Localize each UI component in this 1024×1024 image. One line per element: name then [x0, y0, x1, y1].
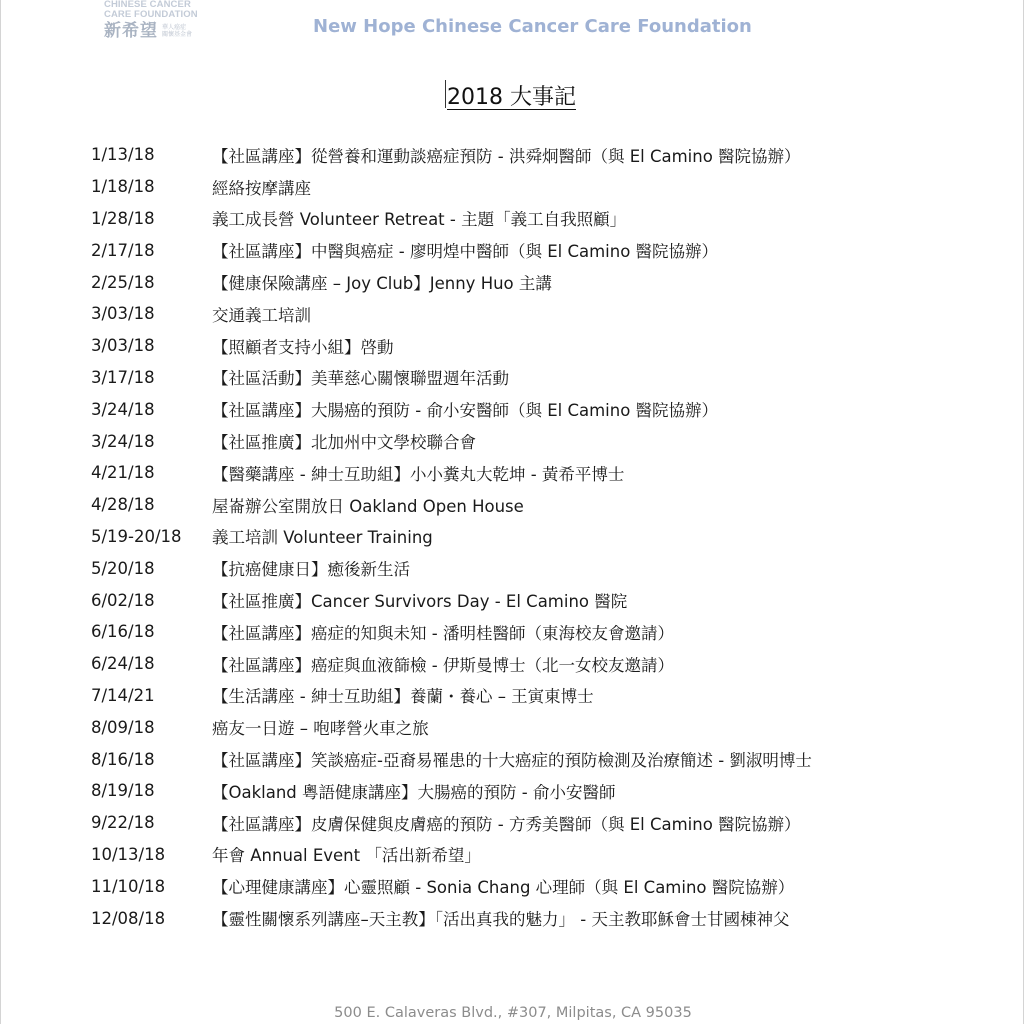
event-date: 6/16/18 — [91, 622, 155, 642]
logo-chinese-row — [104, 22, 224, 40]
logo-english-line-2: CARE FOUNDATION — [104, 8, 198, 20]
event-date: 12/08/18 — [91, 908, 166, 928]
event-date: 1/18/18 — [91, 177, 155, 197]
event-row — [91, 425, 1001, 457]
event-date: 6/02/18 — [91, 590, 155, 610]
logo-english-line-1: CHINESE CANCER — [104, 0, 191, 10]
event-description: 【醫藥講座 - 紳士互助組】小小糞丸大乾坤 - 黃希平博士 — [212, 464, 625, 484]
event-description: 義工培訓 Volunteer Training — [212, 528, 433, 548]
foundation-logo — [104, 0, 224, 48]
event-description: 年會 Annual Event 「活出新希望」 — [212, 846, 481, 866]
event-row — [91, 616, 1001, 648]
logo-chinese-subtitle-line-2: 關懷基金會 — [162, 31, 193, 38]
event-date: 1/28/18 — [91, 208, 155, 228]
text-cursor — [445, 80, 446, 108]
event-row — [91, 584, 1001, 616]
event-description: 【社區推廣】Cancer Survivors Day - El Camino 醫院 — [212, 592, 628, 612]
event-row — [91, 521, 1001, 553]
event-row — [91, 139, 1001, 171]
event-date: 4/28/18 — [91, 495, 155, 515]
event-date: 3/03/18 — [91, 304, 155, 324]
event-date: 10/13/18 — [91, 844, 166, 864]
event-description: 【健康保險講座 – Joy Club】Jenny Huo 主講 — [212, 274, 552, 294]
event-description: 經絡按摩講座 — [212, 178, 311, 198]
event-description: 【Oakland 粵語健康講座】大腸癌的預防 - 俞小安醫師 — [212, 782, 616, 802]
event-date: 3/24/18 — [91, 399, 155, 419]
event-description: 【社區講座】大腸癌的預防 - 俞小安醫師（與 El Camino 醫院協辦） — [212, 401, 719, 421]
event-description: 【心理健康講座】心靈照顧 - Sonia Chang 心理師（與 El Camino 醫院協辦） — [212, 878, 795, 898]
event-description: 【社區活動】美華慈心關懷聯盟週年活動 — [212, 369, 509, 389]
event-description: 【社區講座】皮膚保健與皮膚癌的預防 - 方秀美醫師（與 El Camino 醫院協辦） — [212, 814, 801, 834]
event-description: 【靈性關懷系列講座–天主教】「活出真我的魅力」 - 天主教耶穌會士甘國棟神父 — [212, 910, 790, 930]
event-description: 癌友一日遊 – 咆哮營火車之旅 — [212, 719, 429, 739]
event-date: 3/24/18 — [91, 431, 155, 451]
event-row — [91, 393, 1001, 425]
event-row — [91, 266, 1001, 298]
event-row — [91, 298, 1001, 330]
event-date: 3/17/18 — [91, 367, 155, 387]
event-row — [91, 870, 1001, 902]
event-date: 4/21/18 — [91, 463, 155, 483]
event-row — [91, 775, 1001, 807]
event-row — [91, 203, 1001, 235]
event-row — [91, 489, 1001, 521]
event-date: 1/13/18 — [91, 145, 155, 165]
organization-name: New Hope Chinese Cancer Care Foundation — [313, 16, 752, 37]
event-date: 8/19/18 — [91, 781, 155, 801]
event-description: 義工成長營 Volunteer Retreat - 主題「義工自我照顧」 — [212, 210, 627, 230]
event-date: 8/16/18 — [91, 749, 155, 769]
logo-chinese-subtitle — [162, 24, 192, 38]
event-description: 【抗癌健康日】癒後新生活 — [212, 560, 410, 580]
event-description: 【社區推廣】北加州中文學校聯合會 — [212, 433, 476, 453]
event-row — [91, 457, 1001, 489]
event-row — [91, 648, 1001, 680]
event-date: 6/24/18 — [91, 654, 155, 674]
event-row — [91, 743, 1001, 775]
event-date: 2/17/18 — [91, 240, 155, 260]
event-row — [91, 711, 1001, 743]
event-row — [91, 680, 1001, 712]
event-description: 【社區講座】從營養和運動談癌症預防 - 洪舜炯醫師（與 El Camino 醫院協辦） — [212, 146, 801, 166]
event-row — [91, 362, 1001, 394]
event-description: 【照顧者支持小組】啓動 — [212, 337, 394, 357]
event-row — [91, 902, 1001, 934]
event-date: 7/14/21 — [91, 685, 155, 705]
event-description: 【社區講座】癌症的知與未知 - 潘明桂醫師（東海校友會邀請） — [212, 623, 674, 643]
event-description: 【社區講座】癌症與血液篩檢 - 伊斯曼博士（北一女校友邀請） — [212, 655, 674, 675]
event-row — [91, 807, 1001, 839]
event-row — [91, 234, 1001, 266]
event-date: 9/22/18 — [91, 813, 155, 833]
event-date: 3/03/18 — [91, 336, 155, 356]
logo-chinese-name: 新希望 — [104, 21, 158, 41]
event-description: 交通義工培訓 — [212, 305, 311, 325]
event-row — [91, 839, 1001, 871]
event-date: 5/20/18 — [91, 558, 155, 578]
footer-address: 500 E. Calaveras Blvd., #307, Milpitas, CA 95035 — [334, 1005, 692, 1021]
event-description: 【社區講座】笑談癌症-亞裔易罹患的十大癌症的預防檢測及治療簡述 - 劉淑明博士 — [212, 751, 812, 771]
event-date: 8/09/18 — [91, 717, 155, 737]
event-description: 屋崙辦公室開放日 Oakland Open House — [212, 496, 524, 516]
event-date: 11/10/18 — [91, 876, 166, 896]
logo-chinese-subtitle-line-1: 華人癌症 — [162, 24, 187, 31]
event-row — [91, 552, 1001, 584]
event-date: 5/19-20/18 — [91, 526, 182, 546]
event-description: 【社區講座】中醫與癌症 - 廖明煌中醫師（與 El Camino 醫院協辦） — [212, 242, 719, 262]
event-row — [91, 330, 1001, 362]
event-description: 【生活講座 - 紳士互助組】養蘭・養心 – 王寅東博士 — [212, 687, 594, 707]
events-list — [91, 139, 1001, 934]
document-title: 2018 大事記 — [447, 85, 576, 110]
event-row — [91, 171, 1001, 203]
event-date: 2/25/18 — [91, 272, 155, 292]
